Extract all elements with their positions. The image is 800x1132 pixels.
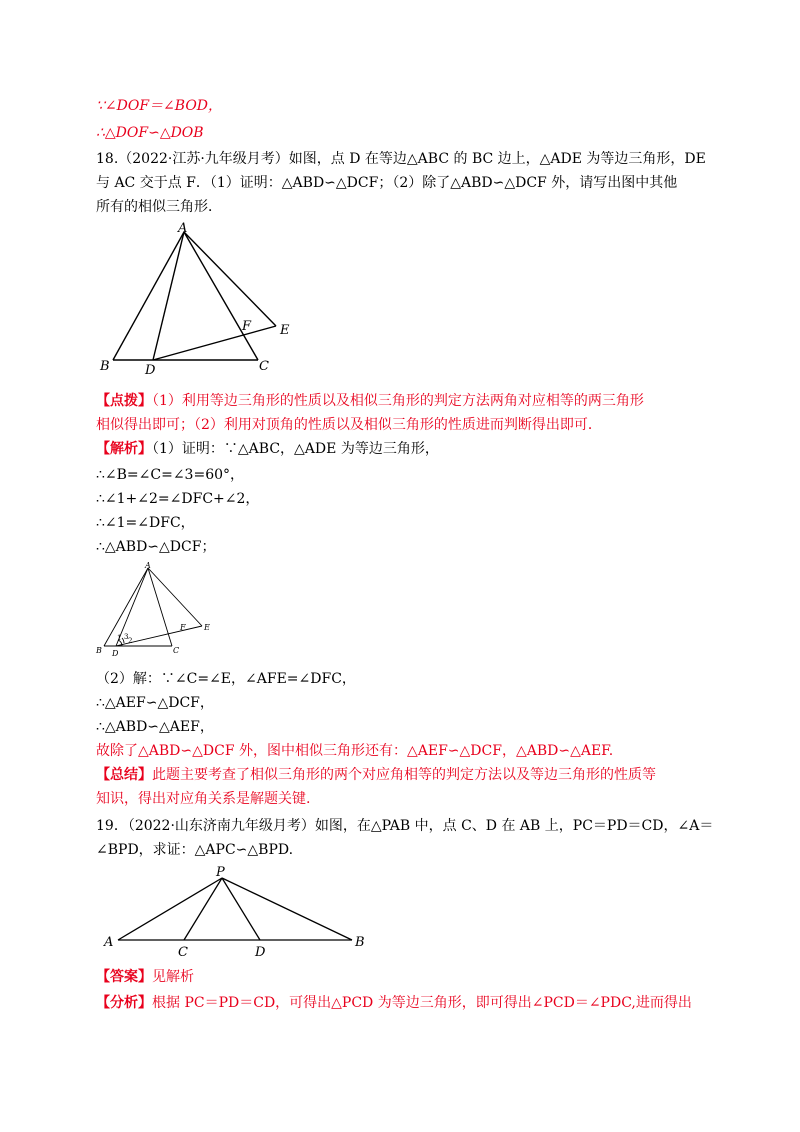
summary-text-1: 此题主要考查了相似三角形的两个对应角相等的判定方法以及等边三角形的性质等: [152, 767, 656, 783]
q18s-angle-3: 3: [124, 633, 129, 641]
q18-sol-line-5: ∴△ABD∽△DCF；: [96, 539, 216, 555]
solution-tag: 【解析】: [96, 441, 152, 457]
q18s-angle-2: 2: [128, 637, 133, 645]
q19-label-d: D: [255, 945, 266, 960]
answer-text: 见解析: [152, 969, 194, 985]
solution-text-1: （1）证明：∵△ABC，△ADE 为等边三角形，: [152, 441, 439, 457]
q18-sol-line-1: [96, 440, 439, 458]
q18-sol-line-4: ∴∠1=∠DFC，: [96, 515, 195, 531]
q18s-label-c: C: [173, 646, 180, 655]
q18-summary-line-2: 知识，得出对应角关系是解题关键.: [96, 791, 311, 807]
summary-tag: 【总结】: [96, 767, 152, 783]
q18-stem-line-3: 所有的相似三角形．: [96, 199, 222, 215]
q18-label-d: D: [145, 363, 156, 378]
q18-label-a: A: [178, 222, 188, 236]
q19-stem-line-1: 19．（2022·山东济南九年级月考）如图，在△PAB 中，点 C、D 在 AB 上，PC＝PD＝CD，∠A＝: [96, 818, 714, 834]
analysis-text: 根据 PC＝PD＝CD，可得出△PCD 为等边三角形，即可得出∠PCD＝∠PDC,进而得出: [152, 995, 692, 1011]
q18s-label-b: B: [96, 646, 102, 655]
q19-label-p: P: [216, 865, 225, 880]
q18-hint-line-2: 相似得出即可；（2）利用对顶角的性质以及相似三角形的性质进而判断得出即可．: [96, 417, 602, 433]
q18s-label-e: E: [204, 623, 210, 632]
q18-hint-line-1: [96, 392, 644, 410]
q18-label-b: B: [100, 359, 110, 374]
q18-sol-line-8: ∴△ABD∽△AEF，: [96, 719, 214, 735]
q18-label-c: C: [259, 359, 269, 374]
q18s-label-d: D: [112, 649, 119, 658]
q18-stem-line-1: 18.（2022·江苏·九年级月考）如图，点 D 在等边△ABC 的 BC 边上，△ADE 为等边三角形，DE: [96, 151, 706, 167]
q18-sol-line-3: ∴∠1+∠2=∠DFC+∠2，: [96, 491, 260, 507]
q19-stem-line-2: ∠BPD，求证：△APC∽△BPD.: [96, 842, 294, 858]
q18-sol-line-9: 故除了△ABD∽△DCF 外，图中相似三角形还有：△AEF∽△DCF，△ABD∽△AEF.: [96, 743, 614, 759]
q19-label-c: C: [178, 945, 188, 960]
q19-analysis-line: [96, 994, 692, 1012]
prev-line-2: ∴△DOF∽△DOB: [96, 125, 204, 141]
q18-sol-line-6: （2）解：∵∠C=∠E，∠AFE=∠DFC，: [96, 671, 356, 687]
q18-summary-line-1: [96, 766, 656, 784]
prev-line-1: ∵∠DOF＝∠BOD，: [96, 98, 223, 114]
q19-label-b: B: [355, 935, 365, 950]
q18-stem-line-2: 与 AC 交于点 F．（1）证明：△ABD∽△DCF；（2）除了△ABD∽△DCF 外，请写出图中其他: [96, 175, 678, 191]
q19-figure: [100, 862, 380, 962]
hint-tag: 【点拨】: [96, 393, 152, 409]
q18-solution-figure: [94, 560, 224, 660]
analysis-tag: 【分析】: [96, 995, 152, 1011]
q19-label-a: A: [104, 935, 114, 950]
q18s-angle-1: 1: [117, 634, 122, 642]
q18-sol-line-7: ∴△AEF∽△DCF，: [96, 695, 214, 711]
hint-text-1: （1）利用等边三角形的性质以及相似三角形的判定方法两角对应相等的两三角形: [152, 393, 644, 409]
q19-answer-line: [96, 968, 194, 986]
q18s-label-a: A: [145, 561, 151, 570]
q18s-label-f: F: [180, 623, 186, 632]
answer-tag: 【答案】: [96, 969, 152, 985]
q18-label-f: F: [242, 319, 252, 334]
q18-sol-line-2: ∴∠B=∠C=∠3=60°，: [96, 467, 245, 483]
q18-figure: [96, 222, 306, 382]
q18-label-e: E: [280, 323, 290, 338]
